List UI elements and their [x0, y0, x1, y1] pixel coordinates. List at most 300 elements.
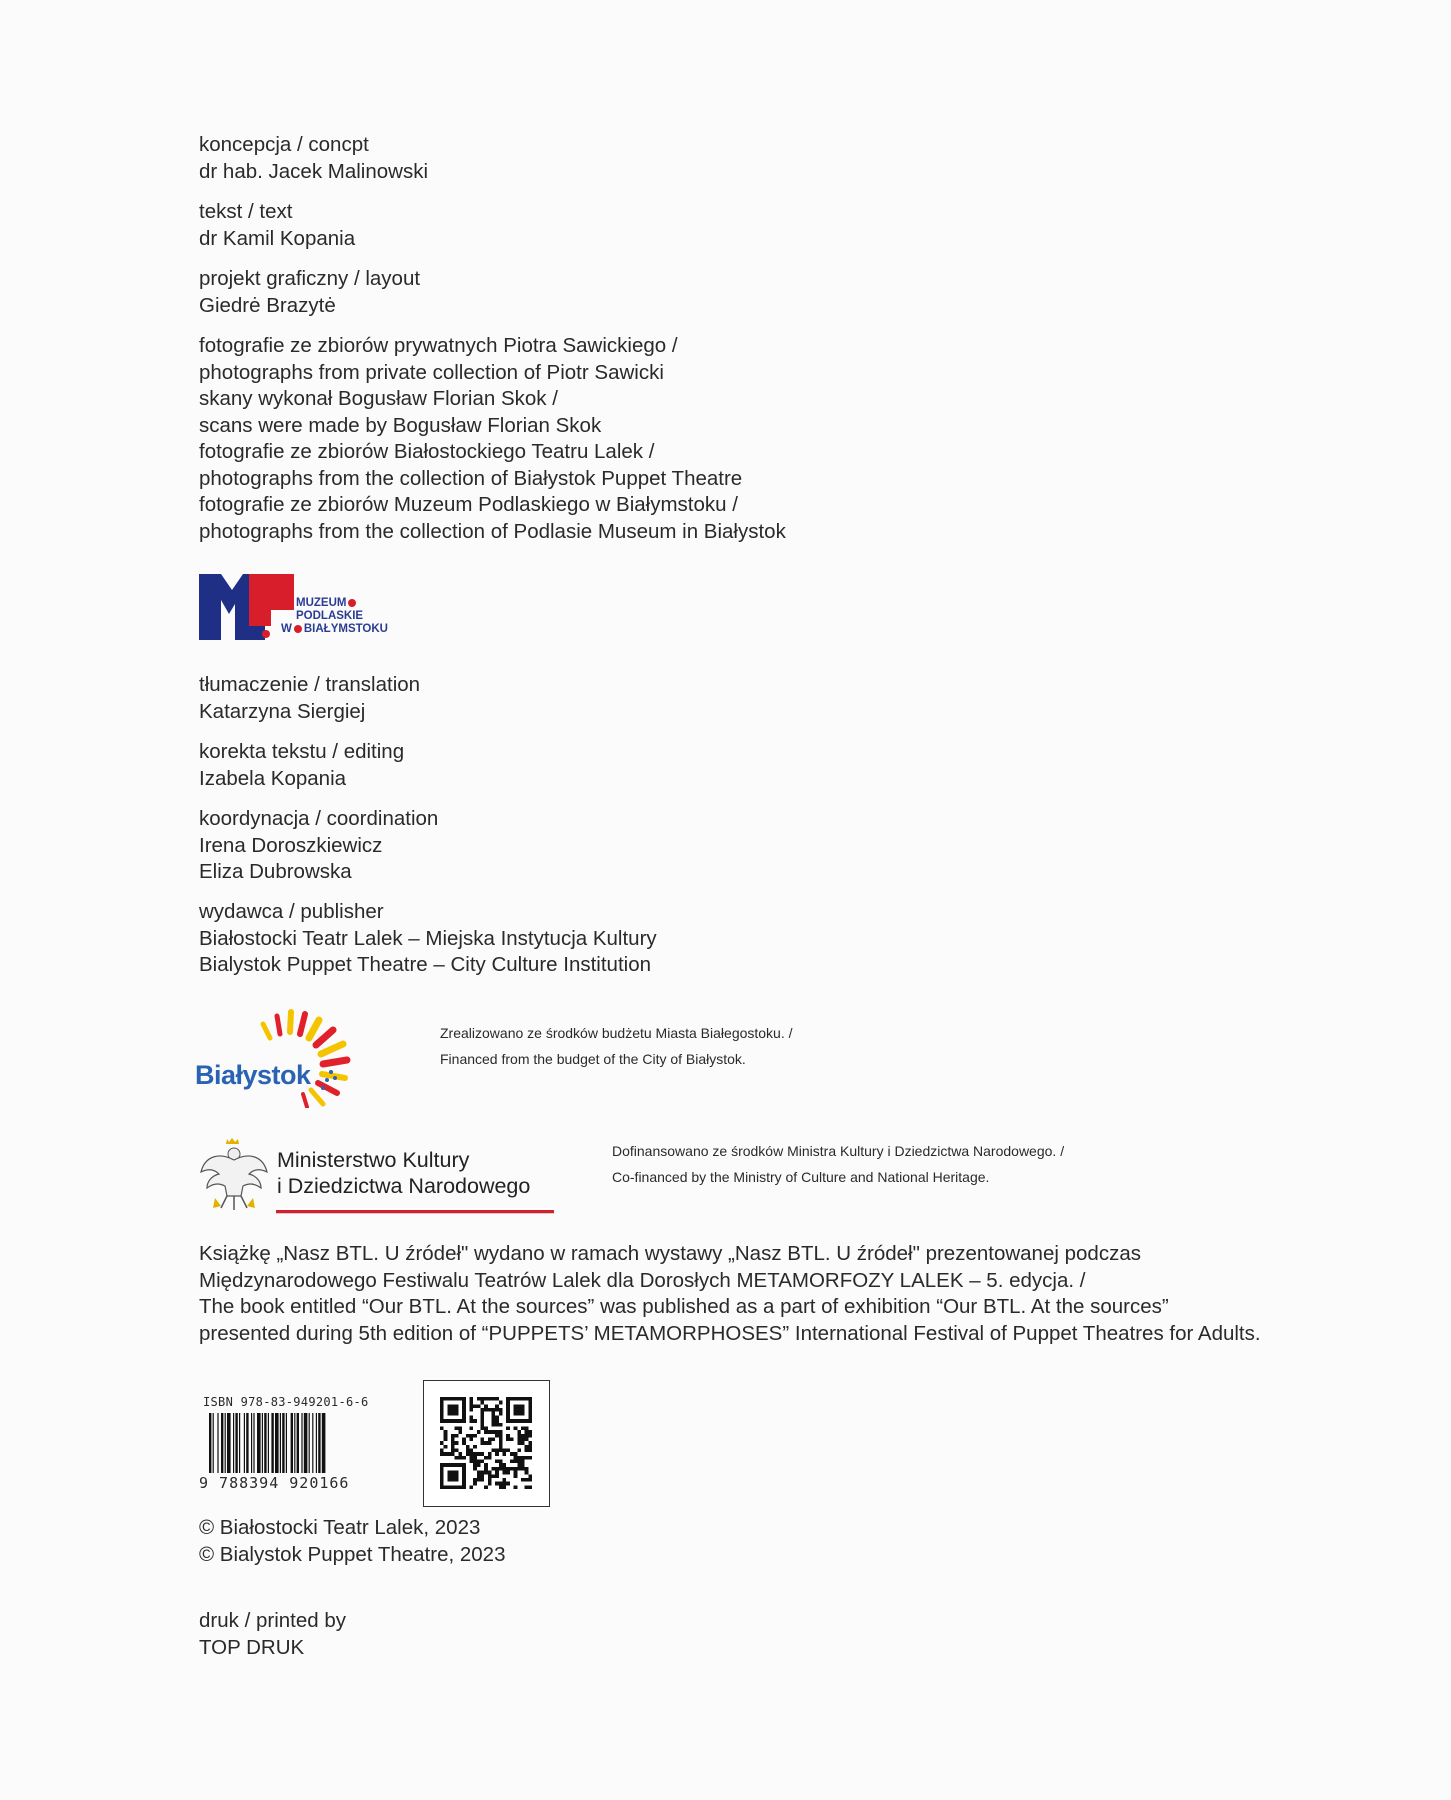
barcode-bar: [209, 1413, 211, 1473]
qr-code-icon: [440, 1397, 532, 1489]
barcode-bar: [275, 1413, 279, 1473]
qr-module: [503, 1452, 507, 1456]
barcode-bar: [304, 1413, 308, 1473]
qr-module: [488, 1441, 492, 1445]
qr-module: [495, 1482, 499, 1486]
qr-module: [469, 1434, 473, 1438]
qr-module: [469, 1485, 473, 1489]
qr-module: [488, 1437, 492, 1441]
qr-module: [503, 1471, 507, 1475]
barcode-bar: [322, 1413, 326, 1473]
barcode-bar: [316, 1413, 317, 1473]
qr-module: [444, 1445, 448, 1449]
qr-module: [517, 1463, 521, 1467]
qr-module: [466, 1449, 470, 1453]
qr-module: [506, 1471, 510, 1475]
qr-module: [473, 1460, 477, 1464]
qr-module: [444, 1437, 448, 1441]
editing-value: Izabela Kopania: [199, 766, 347, 790]
qr-module: [503, 1449, 507, 1453]
qr-module: [506, 1437, 510, 1441]
qr-module: [499, 1485, 503, 1489]
qr-module: [440, 1441, 444, 1445]
photo-line: fotografie ze zbiorów prywatnych Piotra Sawickiego /: [199, 334, 678, 357]
photo-line: photographs from the collection of Białystok Puppet Theatre: [199, 466, 743, 490]
publisher-value: Białostocki Teatr Lalek – Miejska Instytucja Kultury: [199, 926, 657, 950]
qr-module: [499, 1412, 503, 1416]
qr-finder: [447, 1471, 458, 1482]
qr-module: [525, 1449, 529, 1453]
barcode-bar: [262, 1413, 263, 1473]
qr-module: [488, 1482, 492, 1486]
qr-module: [462, 1441, 466, 1445]
qr-module: [521, 1441, 525, 1445]
qr-module: [455, 1449, 459, 1453]
qr-module: [492, 1397, 496, 1401]
qr-module: [440, 1449, 444, 1453]
qr-module: [528, 1434, 532, 1438]
book-note-line: The book entitled “Our BTL. At the sources” was published as a part of exhibition “Our BTL. At the sources”: [199, 1295, 1169, 1318]
qr-module: [455, 1426, 459, 1430]
qr-module: [492, 1430, 496, 1434]
qr-module: [477, 1463, 481, 1467]
qr-module: [514, 1467, 518, 1471]
qr-module: [473, 1419, 477, 1423]
credits-publisher: [199, 899, 657, 979]
qr-module: [499, 1437, 503, 1441]
layout-value: Giedrė Brazytė: [199, 293, 336, 317]
photo-line: skany wykonał Bogusław Florian Skok /: [199, 387, 558, 410]
qr-module: [510, 1437, 514, 1441]
qr-module: [521, 1437, 525, 1441]
qr-module: [484, 1485, 488, 1489]
qr-module: [477, 1474, 481, 1478]
barcode-bar: [282, 1413, 284, 1473]
translation-label: tłumaczenie / translation: [199, 673, 421, 696]
layout-label: projekt graficzny / layout: [199, 267, 421, 290]
qr-module: [503, 1485, 507, 1489]
qr-module: [525, 1437, 529, 1441]
qr-module: [528, 1478, 532, 1482]
note-line: Co-financed by the Ministry of Culture and National Heritage.: [612, 1169, 990, 1185]
qr-module: [506, 1434, 510, 1438]
qr-module: [458, 1426, 462, 1430]
qr-module: [477, 1397, 481, 1401]
qr-module: [525, 1456, 529, 1460]
printer-block: [199, 1608, 346, 1661]
qr-module: [469, 1460, 473, 1464]
barcode-bar: [297, 1413, 299, 1473]
qr-module: [506, 1482, 510, 1486]
qr-module: [477, 1404, 481, 1408]
qr-module: [480, 1408, 484, 1412]
museum-line2: PODLASKIE: [296, 610, 364, 622]
podlasie-museum-logo: [199, 574, 439, 640]
credits-translation: [199, 672, 420, 725]
qr-module: [499, 1423, 503, 1427]
qr-module: [492, 1408, 496, 1412]
note-line: Zrealizowano ze środków budżetu Miasta Białegostoku. /: [440, 1025, 793, 1041]
qr-module: [514, 1460, 518, 1464]
red-dot-icon: [348, 599, 356, 607]
polish-eagle-emblem-icon: [199, 1138, 269, 1214]
qr-module: [521, 1426, 525, 1430]
qr-module: [440, 1452, 444, 1456]
qr-module: [488, 1471, 492, 1475]
qr-module: [495, 1449, 499, 1453]
publisher-value: Bialystok Puppet Theatre – City Culture Institution: [199, 953, 651, 976]
qr-module: [525, 1485, 529, 1489]
qr-module: [469, 1404, 473, 1408]
qr-module: [517, 1430, 521, 1434]
qr-module: [440, 1426, 444, 1430]
barcode-digits: 9 788394 920166: [199, 1474, 350, 1492]
qr-module: [492, 1474, 496, 1478]
qr-module: [492, 1467, 496, 1471]
qr-module: [480, 1415, 484, 1419]
qr-module: [514, 1426, 518, 1430]
qr-module: [499, 1430, 503, 1434]
qr-module: [488, 1456, 492, 1460]
qr-module: [444, 1452, 448, 1456]
photo-line: fotografie ze zbiorów Białostockiego Teatru Lalek /: [199, 440, 655, 463]
qr-module: [451, 1434, 455, 1438]
barcode-bar: [264, 1413, 266, 1473]
qr-module: [480, 1426, 484, 1430]
barcode-bars-icon: [209, 1413, 369, 1473]
qr-module: [451, 1437, 455, 1441]
credits-text: [199, 199, 355, 252]
credits-layout: [199, 266, 420, 319]
qr-module: [469, 1415, 473, 1419]
photo-line: scans were made by Bogusław Florian Skok: [199, 413, 602, 437]
ministry-line2: i Dziedzictwa Narodowego: [277, 1174, 531, 1198]
qr-module: [492, 1415, 496, 1419]
qr-module: [521, 1463, 525, 1467]
note-line: Financed from the budget of the City of Białystok.: [440, 1051, 746, 1067]
qr-module: [525, 1471, 529, 1475]
qr-code-frame[interactable]: [423, 1380, 550, 1507]
book-note-line: presented during 5th edition of “PUPPETS’ METAMORPHOSES” International Festival of Puppet Theatres for Adults.: [199, 1321, 1261, 1345]
qr-module: [492, 1423, 496, 1427]
qr-module: [480, 1412, 484, 1416]
barcode-bar: [251, 1413, 252, 1473]
qr-module: [480, 1419, 484, 1423]
qr-module: [506, 1426, 510, 1430]
qr-module: [455, 1441, 459, 1445]
qr-module: [517, 1467, 521, 1471]
qr-module: [514, 1485, 518, 1489]
qr-module: [499, 1449, 503, 1453]
book-note-line: Międzynarodowego Festiwalu Teatrów Lalek dla Dorosłych METAMORFOZY LALEK – 5. edycja. /: [199, 1268, 1086, 1292]
qr-module: [492, 1449, 496, 1453]
qr-module: [503, 1467, 507, 1471]
qr-module: [488, 1408, 492, 1412]
ministry-wordmark: [277, 1147, 530, 1199]
qr-module: [473, 1463, 477, 1467]
qr-module: [447, 1452, 451, 1456]
qr-finder: [447, 1404, 458, 1415]
qr-module: [469, 1419, 473, 1423]
qr-module: [480, 1474, 484, 1478]
qr-module: [503, 1482, 507, 1486]
barcode-bar: [233, 1413, 234, 1473]
qr-module: [484, 1467, 488, 1471]
barcode-bar: [286, 1413, 287, 1473]
qr-module: [455, 1434, 459, 1438]
qr-module: [525, 1445, 529, 1449]
photo-credits: [199, 333, 786, 545]
text-label: tekst / text: [199, 200, 293, 223]
qr-module: [484, 1430, 488, 1434]
qr-module: [462, 1437, 466, 1441]
qr-module: [528, 1474, 532, 1478]
coordination-value: Eliza Dubrowska: [199, 860, 352, 883]
qr-module: [525, 1426, 529, 1430]
qr-module: [514, 1456, 518, 1460]
qr-module: [469, 1397, 473, 1401]
qr-module: [451, 1452, 455, 1456]
barcode-bar: [213, 1413, 214, 1473]
qr-module: [484, 1441, 488, 1445]
qr-module: [458, 1456, 462, 1460]
qr-module: [484, 1404, 488, 1408]
qr-module: [477, 1430, 481, 1434]
translation-value: Katarzyna Siergiej: [199, 699, 366, 723]
museum-line3-prefix: W: [281, 623, 292, 635]
qr-module: [492, 1419, 496, 1423]
sunburst-icon: [195, 1008, 375, 1108]
qr-module: [492, 1437, 496, 1441]
museum-wordmark: [281, 597, 388, 636]
qr-module: [514, 1452, 518, 1456]
qr-module: [528, 1485, 532, 1489]
barcode-bar: [318, 1413, 320, 1473]
qr-module: [484, 1456, 488, 1460]
barcode-bar: [291, 1413, 293, 1473]
qr-module: [455, 1456, 459, 1460]
qr-module: [488, 1430, 492, 1434]
barcode-bar: [246, 1413, 248, 1473]
barcode-bar: [280, 1413, 281, 1473]
barcode-bar: [294, 1413, 295, 1473]
qr-module: [495, 1419, 499, 1423]
qr-finder: [514, 1404, 525, 1415]
qr-module: [506, 1467, 510, 1471]
qr-module: [488, 1478, 492, 1482]
qr-module: [484, 1397, 488, 1401]
barcode-bar: [235, 1413, 237, 1473]
printer-value: TOP DRUK: [199, 1635, 305, 1659]
barcode-bar: [257, 1413, 261, 1473]
qr-module: [462, 1456, 466, 1460]
qr-module: [495, 1452, 499, 1456]
qr-module: [469, 1426, 473, 1430]
qr-module: [444, 1434, 448, 1438]
qr-module: [521, 1467, 525, 1471]
qr-module: [503, 1478, 507, 1482]
isbn-barcode: [199, 1395, 379, 1495]
qr-module: [521, 1456, 525, 1460]
qr-module: [451, 1445, 455, 1449]
credits-editing: [199, 739, 404, 792]
qr-module: [469, 1437, 473, 1441]
qr-module: [473, 1404, 477, 1408]
qr-module: [495, 1397, 499, 1401]
qr-module: [495, 1471, 499, 1475]
qr-module: [514, 1474, 518, 1478]
qr-module: [521, 1478, 525, 1482]
concept-value: dr hab. Jacek Malinowski: [199, 159, 429, 183]
qr-module: [480, 1478, 484, 1482]
qr-module: [488, 1452, 492, 1456]
photo-line: fotografie ze zbiorów Muzeum Podlaskiego w Białymstoku /: [199, 493, 738, 516]
printer-label: druk / printed by: [199, 1609, 346, 1632]
qr-module: [499, 1408, 503, 1412]
isbn-text: ISBN 978-83-949201-6-6: [203, 1395, 369, 1409]
qr-module: [469, 1452, 473, 1456]
ministry-culture-logo: [199, 1138, 559, 1218]
bialystok-city-logo: [195, 1008, 375, 1108]
editing-label: korekta tekstu / editing: [199, 740, 405, 763]
qr-module: [451, 1441, 455, 1445]
copyright-block: [199, 1515, 505, 1568]
qr-module: [514, 1471, 518, 1475]
qr-module: [499, 1441, 503, 1445]
qr-module: [525, 1434, 529, 1438]
qr-module: [517, 1437, 521, 1441]
qr-module: [517, 1460, 521, 1464]
barcode-bar: [239, 1413, 240, 1473]
qr-module: [458, 1430, 462, 1434]
qr-module: [466, 1452, 470, 1456]
coordination-label: koordynacja / coordination: [199, 807, 439, 830]
barcode-bar: [217, 1413, 218, 1473]
qr-module: [495, 1434, 499, 1438]
red-dot-icon: [294, 625, 302, 633]
qr-module: [466, 1434, 470, 1438]
text-value: dr Kamil Kopania: [199, 226, 356, 250]
qr-module: [488, 1397, 492, 1401]
qr-module: [495, 1423, 499, 1427]
qr-module: [477, 1478, 481, 1482]
qr-module: [473, 1467, 477, 1471]
qr-module: [484, 1463, 488, 1467]
qr-module: [480, 1397, 484, 1401]
qr-module: [525, 1430, 529, 1434]
coordination-value: Irena Doroszkiewicz: [199, 833, 383, 857]
qr-module: [484, 1408, 488, 1412]
qr-module: [510, 1467, 514, 1471]
qr-module: [480, 1401, 484, 1405]
photo-line: photographs from private collection of Piotr Sawicki: [199, 360, 664, 384]
barcode-bar: [253, 1413, 254, 1473]
barcode-bar: [244, 1413, 245, 1473]
bialystok-funding-note: [440, 1020, 793, 1072]
qr-module: [484, 1426, 488, 1430]
qr-module: [528, 1449, 532, 1453]
qr-module: [528, 1445, 532, 1449]
qr-module: [477, 1452, 481, 1456]
museum-mp-mark-icon: [199, 574, 294, 640]
qr-module: [484, 1471, 488, 1475]
qr-module: [473, 1456, 477, 1460]
qr-module: [480, 1460, 484, 1464]
qr-module: [473, 1434, 477, 1438]
qr-module: [469, 1408, 473, 1412]
qr-module: [492, 1412, 496, 1416]
qr-module: [517, 1434, 521, 1438]
qr-module: [495, 1408, 499, 1412]
qr-module: [473, 1445, 477, 1449]
qr-module: [495, 1474, 499, 1478]
copyright-line: © Bialystok Puppet Theatre, 2023: [199, 1542, 506, 1566]
qr-module: [525, 1467, 529, 1471]
copyright-line: © Białostocki Teatr Lalek, 2023: [199, 1516, 481, 1539]
barcode-bar: [301, 1413, 302, 1473]
qr-module: [499, 1401, 503, 1405]
qr-module: [495, 1467, 499, 1471]
qr-module: [480, 1471, 484, 1475]
qr-module: [499, 1434, 503, 1438]
publisher-label: wydawca / publisher: [199, 900, 384, 923]
qr-module: [480, 1452, 484, 1456]
qr-module: [506, 1449, 510, 1453]
barcode-bar: [227, 1413, 231, 1473]
concept-label: koncepcja / concpt: [199, 133, 369, 156]
qr-module: [528, 1441, 532, 1445]
qr-module: [525, 1478, 529, 1482]
barcode-bar: [309, 1413, 310, 1473]
barcode-bar: [221, 1413, 223, 1473]
qr-module: [473, 1478, 477, 1482]
qr-module: [495, 1404, 499, 1408]
qr-module: [517, 1456, 521, 1460]
book-note-line: Książkę „Nasz BTL. U źródeł" wydano w ramach wystawy „Nasz BTL. U źródeł" prezentowanej podczas: [199, 1242, 1141, 1265]
qr-module: [451, 1449, 455, 1453]
museum-line3: BIAŁYMSTOKU: [303, 623, 388, 635]
qr-module: [473, 1482, 477, 1486]
qr-module: [521, 1434, 525, 1438]
qr-module: [495, 1460, 499, 1464]
qr-module: [499, 1482, 503, 1486]
qr-module: [528, 1456, 532, 1460]
qr-module: [510, 1460, 514, 1464]
barcode-bar: [268, 1413, 269, 1473]
qr-module: [466, 1445, 470, 1449]
barcode-bar: [271, 1413, 273, 1473]
ministry-line1: Ministerstwo Kultury: [277, 1148, 470, 1172]
qr-module: [499, 1445, 503, 1449]
ministry-funding-note: [612, 1138, 1064, 1190]
qr-module: [499, 1460, 503, 1464]
qr-module: [517, 1449, 521, 1453]
ministry-flag-line: [276, 1208, 554, 1214]
qr-module: [444, 1430, 448, 1434]
credits-top: [199, 132, 428, 185]
qr-module: [480, 1423, 484, 1427]
book-edition-note: [199, 1241, 1261, 1347]
qr-module: [480, 1437, 484, 1441]
barcode-bar: [312, 1413, 313, 1473]
barcode-bar: [225, 1413, 226, 1473]
note-line: Dofinansowano ze środków Ministra Kultury i Dziedzictwa Narodowego. /: [612, 1143, 1065, 1159]
qr-module: [480, 1441, 484, 1445]
qr-module: [499, 1467, 503, 1471]
qr-module: [495, 1430, 499, 1434]
qr-module: [528, 1430, 532, 1434]
qr-module: [477, 1471, 481, 1475]
